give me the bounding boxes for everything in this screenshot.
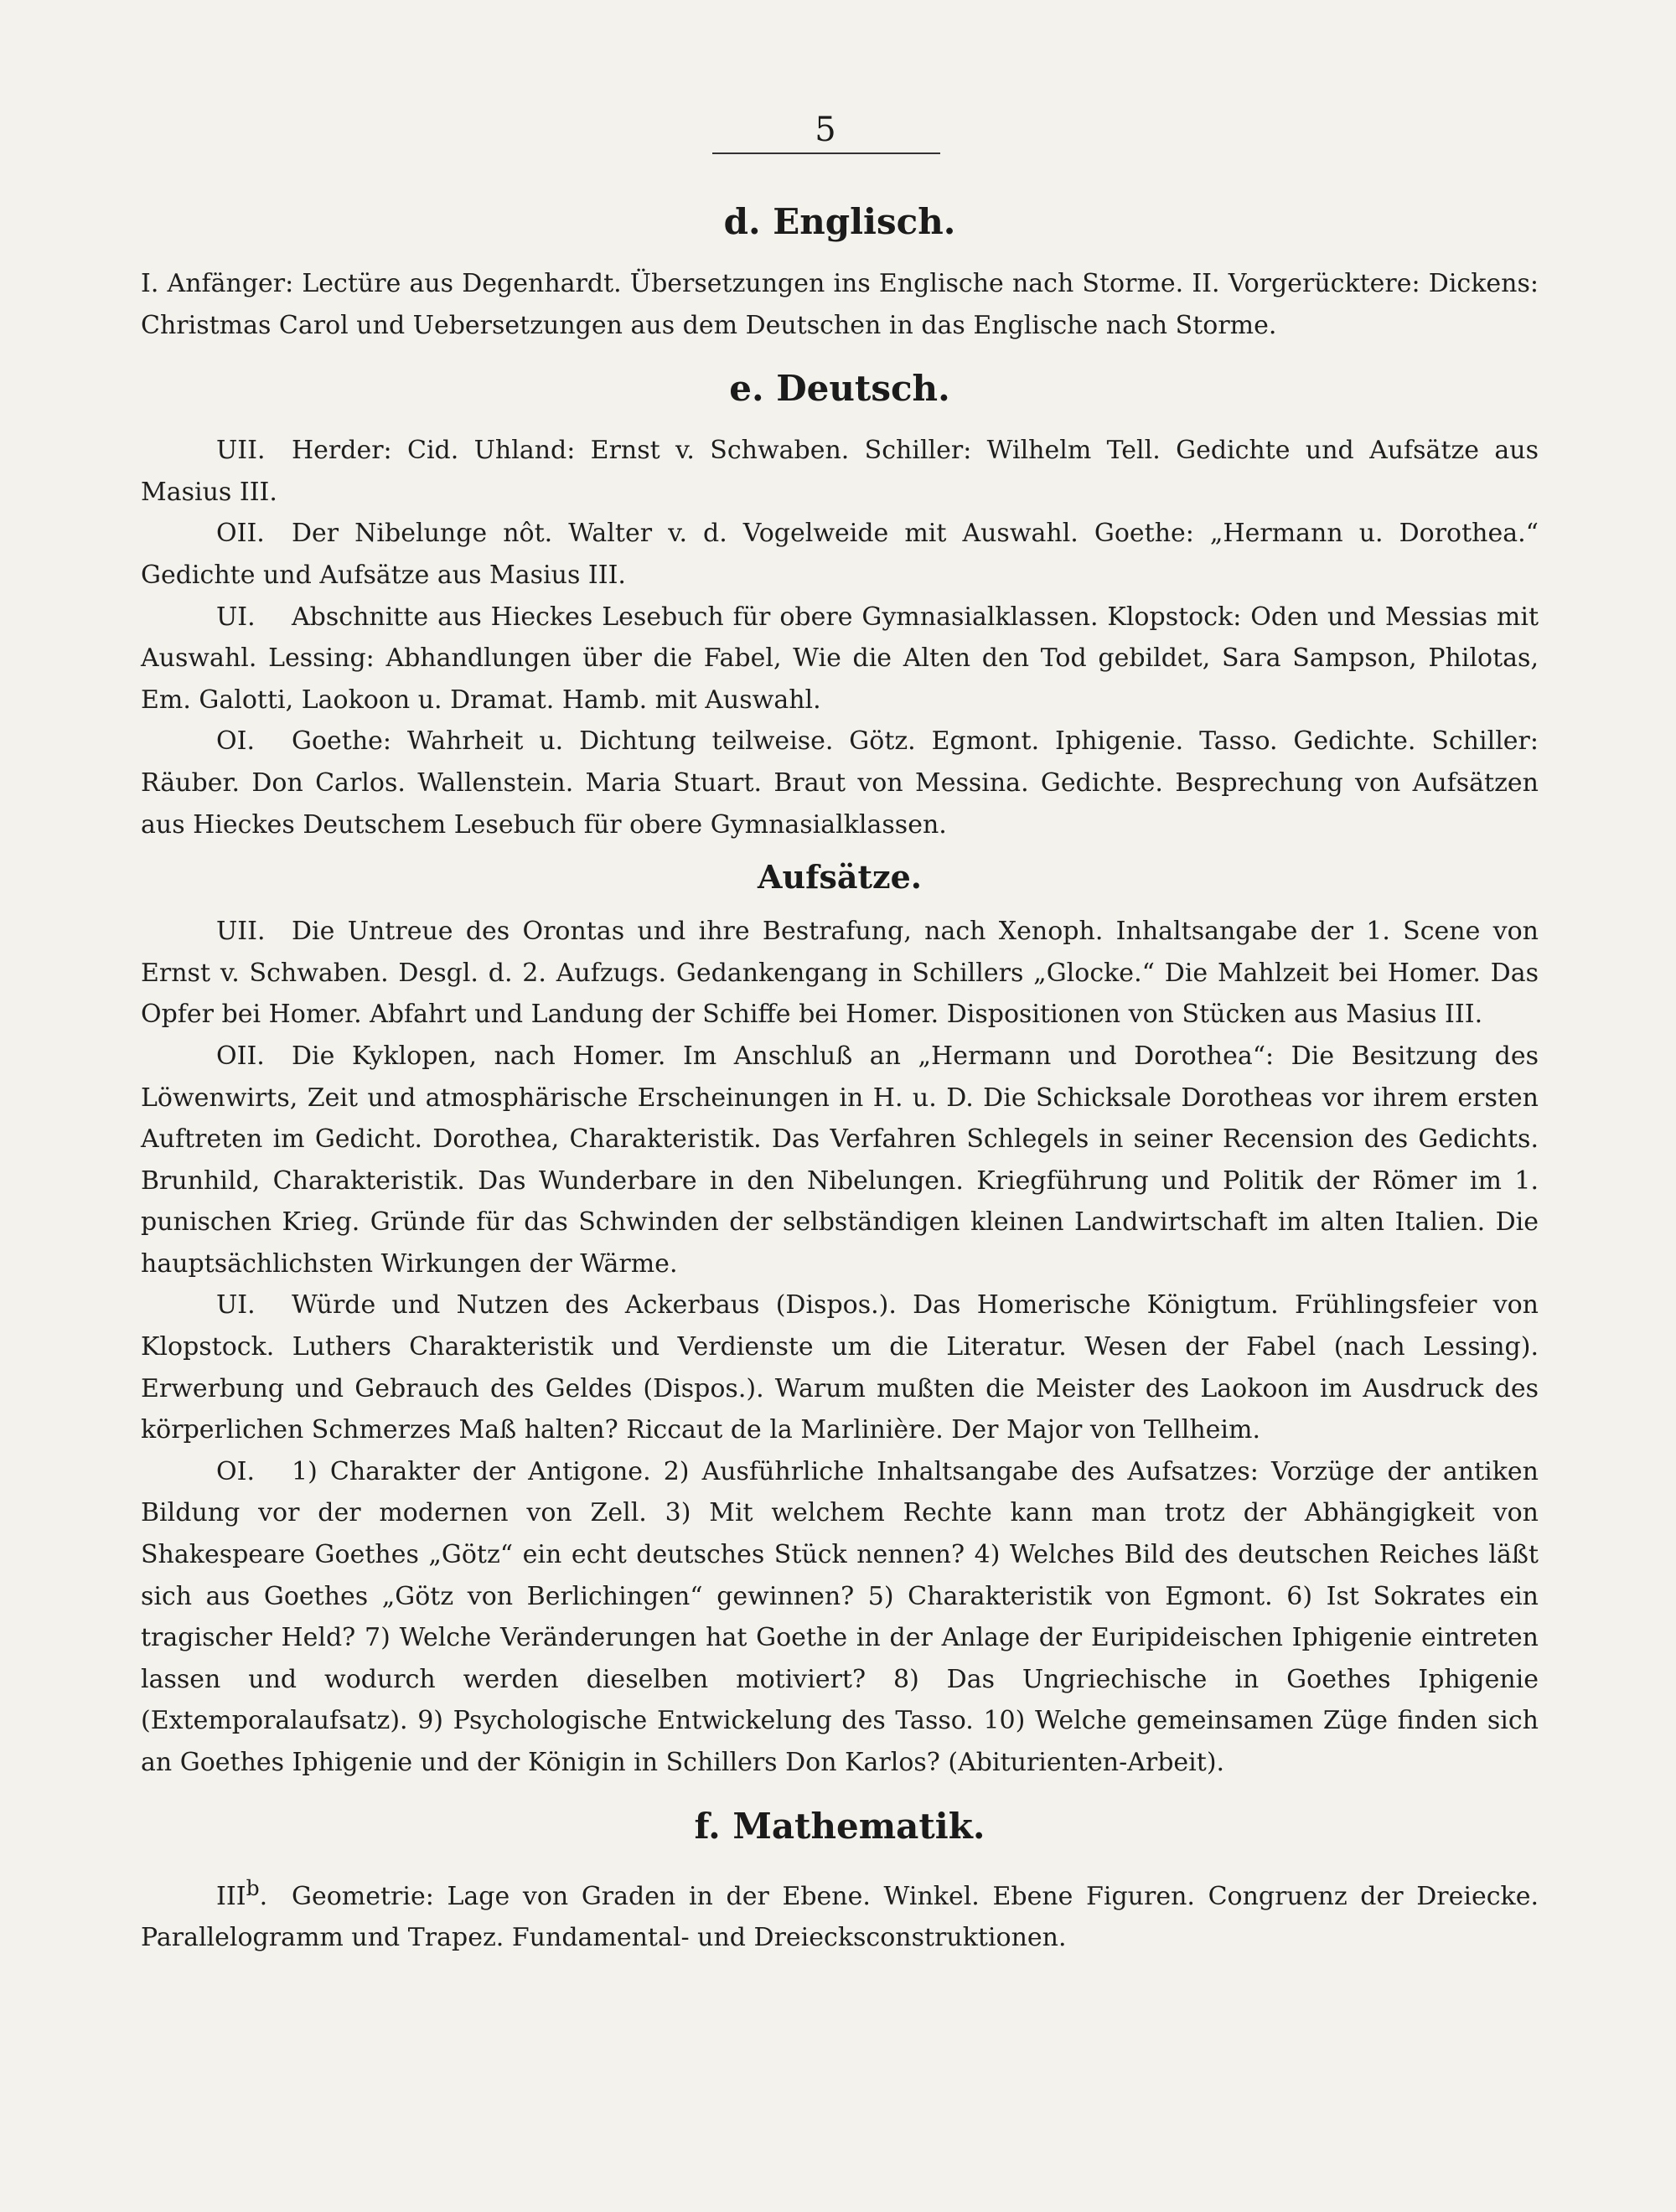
class-label: UI.: [216, 1290, 256, 1320]
header-rule: [712, 152, 940, 154]
deutsch-paragraph-oi: [141, 721, 1539, 845]
paragraph-text: 1) Charakter der Antigone. 2) Ausführliche Inhaltsangabe des Aufsatzes: Vorzüge der antiken Bildung vor der modernen von Zell. 3) Mit welchem Rechte kann man trotz der Abhängigkeit von Shakespeare Goethes „Götz“ ein echt deutsches Stück nennen? 4) Welches Bild des deutschen Reiches läßt sich aus Goethes „Götz von Berlichingen“ gewinnen? 5) Charakteristik von Egmont. 6) Ist Sokrates ein tragischer Held? 7) Welche Veränderungen hat Goethe in der Anlage der Euripideischen Iphigenie eintreten lassen und wodurch werden dieselben motiviert? 8) Das Ungriechische in Goethes Iphigenie (Extemporalaufsatz). 9) Psychologische Entwickelung des Tasso. 10) Welche gemeinsamen Züge finden sich an Goethes Iphigenie und der Königin in Schillers Don Karlos? (Abiturienten-Arbeit).: [141, 1456, 1539, 1777]
section-heading-deutsch: e. Deutsch.: [729, 368, 950, 410]
mathematik-paragraph: [141, 1868, 1539, 1959]
page-content: [141, 198, 1539, 1959]
paragraph-text: Goethe: Wahrheit u. Dichtung teilweise. Götz. Egmont. Iphigenie. Tasso. Gedichte. Schiller: Räuber. Don Carlos. Wallenstein. Maria Stuart. Braut von Messina. Gedichte. Besprechung von Aufsätzen aus Hieckes Deutschem Lesebuch für obere Gymnasialklassen.: [141, 726, 1539, 840]
aufsaetze-paragraph-oi: [141, 1451, 1539, 1784]
class-label: OI.: [216, 1456, 255, 1486]
class-label: UI.: [216, 602, 256, 632]
page-number: 5: [815, 111, 836, 149]
subsection-heading-aufsaetze: Aufsätze.: [757, 858, 922, 897]
paragraph-text: Herder: Cid. Uhland: Ernst v. Schwaben. Schiller: Wilhelm Tell. Gedichte und Aufsätze aus Masius III.: [141, 436, 1539, 507]
aufsaetze-paragraph-oii: [141, 1036, 1539, 1285]
aufsaetze-paragraph-ui: [141, 1284, 1539, 1450]
class-label: UII.: [216, 436, 266, 466]
englisch-paragraph: I. Anfänger: Lectüre aus Degenhardt. Übersetzungen ins Englische nach Storme. II. Vorgerücktere: Dickens: Christmas Carol und Uebersetzungen aus dem Deutschen in das Englische nach Storme.: [141, 269, 1539, 340]
deutsch-paragraph-uii: [141, 430, 1539, 513]
class-label: OII.: [216, 1041, 265, 1071]
paragraph-text: Geometrie: Lage von Graden in der Ebene. Winkel. Ebene Figuren. Congruenz der Dreiecke. Parallelogramm und Trapez. Fundamental- und Dreiecksconstruktionen.: [141, 1881, 1539, 1953]
deutsch-paragraph-ui: [141, 597, 1539, 721]
aufsaetze-paragraph-uii: [141, 911, 1539, 1036]
class-label: III$^b$.: [216, 1875, 268, 1911]
paragraph-text: Der Nibelunge nôt. Walter v. d. Vogelweide mit Auswahl. Goethe: „Hermann u. Dorothea.“ Gedichte und Aufsätze aus Masius III.: [141, 519, 1539, 590]
paragraph-text: Die Kyklopen, nach Homer. Im Anschluß an „Hermann und Dorothea“: Die Besitzung des Löwenwirts, Zeit und atmosphärische Erscheinungen in H. u. D. Die Schicksale Dorotheas vor ihrem ersten Auftreten im Gedicht. Dorothea, Charakteristik. Das Verfahren Schlegels in seiner Recension des Gedichts. Brunhild, Charakteristik. Das Wunderbare in den Nibelungen. Kriegführung und Politik der Römer im 1. punischen Krieg. Gründe für das Schwinden der selbständigen kleinen Landwirtschaft im alten Italien. Die hauptsächlichsten Wirkungen der Wärme.: [141, 1041, 1539, 1279]
paragraph-text: Die Untreue des Orontas und ihre Bestrafung, nach Xenoph. Inhaltsangabe der 1. Scene von Ernst v. Schwaben. Desgl. d. 2. Aufzugs. Gedankengang in Schillers „Glocke.“ Die Mahlzeit bei Homer. Das Opfer bei Homer. Abfahrt und Landung der Schiffe bei Homer. Dispositionen von Stücken aus Masius III.: [141, 917, 1539, 1030]
class-label: OI.: [216, 726, 255, 757]
paragraph-text: Abschnitte aus Hieckes Lesebuch für obere Gymnasialklassen. Klopstock: Oden und Messias mit Auswahl. Lessing: Abhandlungen über die Fabel, Wie die Alten den Tod gebildet, Sara Sampson, Philotas, Em. Galotti, Laokoon u. Dramat. Hamb. mit Auswahl.: [141, 602, 1539, 715]
paragraph-text: Würde und Nutzen des Ackerbaus (Dispos.). Das Homerische Königtum. Frühlingsfeier von Klopstock. Luthers Charakteristik und Verdienste um die Literatur. Wesen der Fabel (nach Lessing). Erwerbung und Gebrauch des Geldes (Dispos.). Warum mußten die Meister des Laokoon im Ausdruck des körperlichen Schmerzes Maß halten? Riccaut de la Marlinière. Der Major von Tellheim.: [141, 1290, 1539, 1445]
class-label: OII.: [216, 519, 265, 549]
class-label: UII.: [216, 917, 266, 947]
section-heading-englisch: d. Englisch.: [723, 201, 956, 242]
section-heading-mathematik: f. Mathematik.: [694, 1805, 985, 1847]
deutsch-paragraph-oii: [141, 513, 1539, 596]
